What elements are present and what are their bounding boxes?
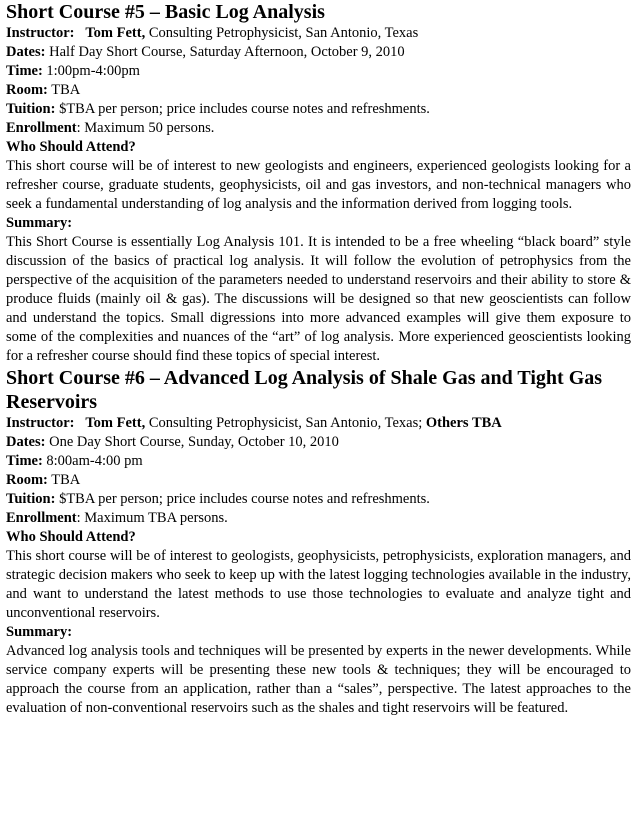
course-6-summary-heading: Summary: xyxy=(6,624,73,640)
instructor-name: Tom Fett, xyxy=(85,25,146,41)
course-6-who-text: This short course will be of interest to geologists, geophysicists, petrophysicists, exploration managers, and strategic decision makers who seek to keep up with the latest logging technologies available in the industry, and want to understand the latest methods to use those technologies to evaluate and analyze tight and unconventional reservoirs. xyxy=(6,548,631,621)
enrollment-value: : Maximum 50 persons. xyxy=(76,120,215,136)
tuition-value: $TBA per person; price includes course notes and refreshments. xyxy=(55,491,430,507)
room-value: TBA xyxy=(47,472,81,488)
course-6-dates xyxy=(6,433,631,452)
instructor-name: Tom Fett, xyxy=(85,415,146,431)
course-5-who-text: This short course will be of interest to new geologists and engineers, experienced geologists looking for a refresher course, graduate students, geophysicists, oil and gas investors, and non-technical managers who seek a fundamental understanding of log analysis and the information derived from logging tools. xyxy=(6,158,631,212)
room-label: Room: xyxy=(6,472,48,488)
course-5-summary-text: This Short Course is essentially Log Analysis 101. It is intended to be a free wheeling “black board” style discussion of the basics of practical log analysis. It will follow the evolution of petrophysics from the perspective of the acquisition of the parameters needed to understand reservoirs and their ability to store & produce fluids (mainly oil & gas). The discussions will be designed so that new geoscientists can follow and understand the topics. Small digressions into more advanced examples will give them exposure to some of the complexities and nuances of the “art” of log analysis. More experienced geoscientists looking for a refresher course should find these topics of special interest. xyxy=(6,234,631,364)
course-6-instructor xyxy=(6,414,631,433)
instructor-details: Consulting Petrophysicist, San Antonio, Texas; xyxy=(145,415,426,431)
dates-label: Dates: xyxy=(6,44,46,60)
time-value: 1:00pm-4:00pm xyxy=(42,63,140,79)
dates-value: Half Day Short Course, Saturday Afternoon, October 9, 2010 xyxy=(45,44,405,60)
course-5-instructor xyxy=(6,24,631,43)
course-5-title: Short Course #5 – Basic Log Analysis xyxy=(6,1,325,23)
course-5-time xyxy=(6,62,631,81)
course-5-room xyxy=(6,81,631,100)
enrollment-value: : Maximum TBA persons. xyxy=(76,510,228,526)
time-label: Time: xyxy=(6,63,43,79)
enrollment-label: Enrollment xyxy=(6,510,77,526)
time-value: 8:00am-4:00 pm xyxy=(42,453,143,469)
course-6-title: Short Course #6 – Advanced Log Analysis of Shale Gas and Tight Gas Reservoirs xyxy=(6,367,603,413)
instructor-details: Consulting Petrophysicist, San Antonio, Texas xyxy=(145,25,419,41)
tuition-label: Tuition: xyxy=(6,101,56,117)
enrollment-label: Enrollment xyxy=(6,120,77,136)
course-5-who-heading: Who Should Attend? xyxy=(6,139,136,155)
course-6-who-heading: Who Should Attend? xyxy=(6,529,136,545)
course-6-enrollment xyxy=(6,509,631,528)
instructor-label: Instructor: xyxy=(6,25,75,41)
course-5-summary-heading: Summary: xyxy=(6,215,73,231)
room-value: TBA xyxy=(47,82,81,98)
course-6-summary-text: Advanced log analysis tools and techniques will be presented by experts in the newer developments. While service company experts will be presenting these new tools & techniques; they will be encouraged to approach the course from an application, rather than a “sales”, perspective. The latest approaches to the evaluation of non-conventional reservoirs such as the shales and tight reservoirs will be featured. xyxy=(6,643,631,716)
time-label: Time: xyxy=(6,453,43,469)
dates-label: Dates: xyxy=(6,434,46,450)
course-5-section xyxy=(6,0,631,366)
course-5-dates xyxy=(6,43,631,62)
room-label: Room: xyxy=(6,82,48,98)
dates-value: One Day Short Course, Sunday, October 10, 2010 xyxy=(45,434,339,450)
instructor-label: Instructor: xyxy=(6,415,75,431)
instructor-others: Others TBA xyxy=(425,415,502,431)
course-6-time xyxy=(6,452,631,471)
course-5-enrollment xyxy=(6,119,631,138)
course-6-section xyxy=(6,366,631,718)
course-6-room xyxy=(6,471,631,490)
tuition-label: Tuition: xyxy=(6,491,56,507)
course-5-tuition xyxy=(6,100,631,119)
tuition-value: $TBA per person; price includes course notes and refreshments. xyxy=(55,101,430,117)
course-6-tuition xyxy=(6,490,631,509)
